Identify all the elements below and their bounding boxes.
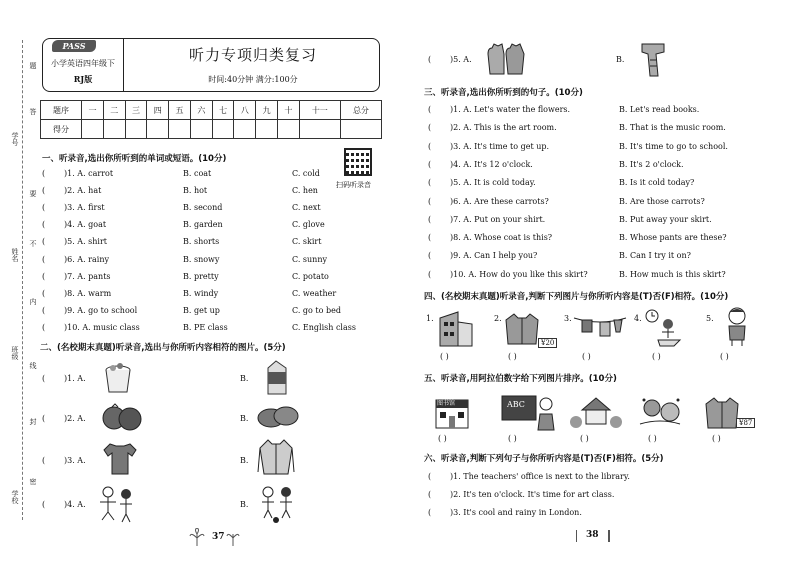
score-blank[interactable] (340, 120, 381, 139)
s2-q4-b: B. (240, 500, 249, 509)
score-cell: 八 (234, 101, 256, 120)
section2-title: 二、(名校期末真题)听录音,选出与你所听内容相符的图片。(5分) (40, 343, 286, 353)
s4-num: 5. (706, 314, 714, 323)
footer-bar (608, 530, 610, 542)
s5-answer-blank[interactable]: ( ) (580, 434, 589, 443)
price-tag: ¥20 (538, 338, 557, 348)
s1-option-a: )1. A. carrot (64, 169, 114, 178)
laundry-line-icon[interactable] (572, 312, 628, 344)
score-blank[interactable] (234, 120, 256, 139)
s1-option-a: )6. A. rainy (64, 254, 109, 264)
header-meta: 时间:40分钟 满分:100分 (208, 75, 298, 84)
s3-option-a: )10. A. How do you like this skirt? (450, 269, 588, 279)
score-cell: 得分 (41, 120, 82, 139)
r-q5: )5. A. (450, 55, 472, 64)
score-table (40, 100, 382, 139)
s4-answer-blank[interactable]: ( ) (582, 352, 591, 361)
score-cell: 九 (256, 101, 278, 120)
page-number-left: 37 (212, 532, 225, 542)
blackboard-text: ABC (507, 400, 525, 409)
s1-option-a: )4. A. goat (64, 220, 107, 230)
s5-answer-blank[interactable]: ( ) (648, 434, 657, 443)
house-garden-icon[interactable] (568, 394, 624, 430)
price-tag: ¥87 (736, 418, 755, 428)
score-blank[interactable] (82, 120, 104, 139)
s5-answer-blank[interactable]: ( ) (438, 434, 447, 443)
s2-q4: )4. A. (64, 500, 86, 509)
score-blank[interactable] (169, 120, 191, 139)
s1-option-a: )9. A. go to school (64, 305, 138, 315)
score-header-row (41, 101, 382, 120)
answer-paren[interactable]: ( (428, 196, 432, 206)
binding-label-class: 班级 (11, 346, 19, 360)
s3-option-b: B. How much is this skirt? (619, 269, 726, 279)
s1-option-b: B. garden (183, 220, 223, 230)
header-subtitle: 小学英语四年级下 (51, 59, 115, 68)
answer-paren[interactable]: ( (42, 203, 46, 213)
s1-option-c: C. go to bed (292, 305, 341, 315)
score-cell: 四 (147, 101, 169, 120)
qr-caption: 扫码听录音 (336, 181, 371, 189)
answer-paren[interactable]: ( (42, 169, 46, 178)
s1-option-b: B. coat (183, 169, 212, 178)
s4-answer-blank[interactable]: ( ) (440, 352, 449, 361)
s1-option-a: )10. A. music class (64, 322, 140, 332)
building-icon[interactable] (436, 308, 476, 348)
s2-q1: )1. A. (64, 374, 86, 383)
page-title: 听力专项归类复习 (188, 46, 317, 64)
score-cell: 一 (82, 101, 104, 120)
s6-item: )1. The teachers' office is next to the library. (450, 472, 630, 481)
s1-option-c: C. cold (292, 169, 320, 178)
s4-answer-blank[interactable]: ( ) (508, 352, 517, 361)
qr-code-icon[interactable] (344, 148, 372, 176)
score-blank[interactable] (299, 120, 340, 139)
s3-option-b: B. It's 2 o'clock. (619, 159, 684, 169)
answer-paren[interactable]: ( (428, 105, 432, 114)
milk-carton-icon[interactable] (262, 358, 292, 396)
score-cell: 十一 (299, 101, 340, 120)
binding-label: 线 (29, 362, 37, 369)
answer-paren[interactable]: ( (42, 220, 46, 230)
binding-label-name: 姓名 (11, 248, 19, 262)
s3-option-b: B. Put away your skirt. (619, 214, 712, 224)
teacher-blackboard-icon[interactable] (500, 392, 556, 432)
s3-option-a: )3. A. It's time to get up. (450, 141, 550, 151)
s3-option-b: B. Are those carrots? (619, 196, 705, 206)
s5-answer-blank[interactable]: ( ) (508, 434, 517, 443)
section5-title: 五、听录音,用阿拉伯数字给下列图片排序。(10分) (424, 374, 617, 384)
jacket-icon[interactable] (502, 310, 542, 346)
score-cell: 六 (190, 101, 212, 120)
s1-option-b: B. hot (183, 186, 208, 196)
basket-icon[interactable] (100, 360, 136, 396)
answer-paren[interactable]: ( (428, 159, 432, 169)
score-blank[interactable] (212, 120, 234, 139)
s1-option-a: )3. A. first (64, 203, 105, 213)
kids-football-icon[interactable] (256, 484, 300, 524)
s1-option-b: B. second (183, 203, 223, 213)
binding-label: 要 (29, 190, 37, 197)
s3-option-b: B. That is the music room. (619, 123, 726, 133)
s1-option-c: C. potato (292, 271, 329, 281)
score-blank[interactable] (278, 120, 300, 139)
score-value-row (41, 120, 382, 139)
binding-line (22, 40, 23, 520)
s2-q2: )2. A. (64, 414, 86, 423)
s1-option-b: B. shorts (183, 237, 220, 247)
answer-paren[interactable]: ( (42, 322, 46, 332)
s3-option-b: B. Can I try it on? (619, 251, 691, 261)
s6-item: )2. It's ten o'clock. It's time for art class. (450, 490, 615, 499)
s1-option-c: C. next (292, 203, 321, 213)
binding-label: 不 (29, 240, 37, 247)
s4-num: 1. (426, 314, 434, 323)
s3-option-a: )9. A. Can I help you? (450, 251, 538, 261)
s1-option-b: B. get up (183, 305, 220, 315)
answer-paren[interactable]: ( (42, 254, 46, 264)
s1-option-b: B. windy (183, 288, 219, 298)
s3-option-b: B. Let's read books. (619, 105, 700, 114)
s1-option-b: B. PE class (183, 322, 228, 332)
binding-label: 内 (29, 298, 37, 305)
boy-icon[interactable] (720, 306, 754, 348)
answer-paren[interactable]: ( (428, 214, 432, 224)
score-blank[interactable] (256, 120, 278, 139)
s1-option-b: B. pretty (183, 271, 219, 281)
library-sign: 图书馆 (437, 400, 456, 407)
answer-paren[interactable]: ( (42, 288, 46, 298)
s1-option-c: C. skirt (292, 237, 322, 247)
answer-paren[interactable]: ( (42, 305, 46, 315)
gloves-icon[interactable] (484, 40, 528, 76)
binding-label: 答 (29, 108, 37, 115)
answer-paren[interactable]: ( (428, 269, 432, 279)
s6-item: )3. It's cool and rainy in London. (450, 508, 582, 517)
binding-label-student-id: 学号 (11, 132, 19, 146)
s3-option-a: )1. A. Let's water the flowers. (450, 105, 571, 114)
s4-answer-blank[interactable]: ( ) (720, 352, 729, 361)
s3-option-a: )7. A. Put on your shirt. (450, 214, 546, 224)
s3-option-a: )8. A. Whose coat is this? (450, 233, 553, 243)
plant-icon (226, 528, 240, 548)
s2-q3-b: B. (240, 456, 249, 465)
binding-label-school: 学校 (11, 490, 19, 504)
s2-q3: )3. A. (64, 456, 86, 465)
page-number-right: 38 (586, 530, 599, 540)
r-q5-b: B. (616, 55, 625, 64)
s3-option-a: )6. A. Are these carrots? (450, 196, 549, 206)
section4-title: 四、(名校期末真题)听录音,判断下列图片与你所听内容是(T)否(F)相符。(10分) (424, 292, 729, 302)
s2-q1-b: B. (240, 374, 249, 383)
pass-badge: PASS (52, 40, 96, 52)
s4-num: 2. (494, 314, 502, 323)
section6-title: 六、听录音,判断下列句子与你所听内容是(T)否(F)相符。(5分) (424, 454, 664, 464)
answer-paren[interactable]: ( (428, 178, 432, 188)
s1-option-a: )8. A. warm (64, 288, 112, 298)
scarf-icon[interactable] (636, 40, 670, 78)
tshirt-icon[interactable] (100, 440, 140, 476)
answer-paren[interactable]: ( (428, 251, 432, 261)
binding-label: 题 (29, 62, 37, 69)
potatoes-icon[interactable] (256, 400, 300, 430)
s1-option-c: C. English class (292, 322, 356, 332)
s4-num: 4. (634, 314, 642, 323)
score-blank[interactable] (103, 120, 125, 139)
answer-paren[interactable]: ( (42, 237, 46, 247)
s5-answer-blank[interactable]: ( ) (712, 434, 721, 443)
s1-option-c: C. glove (292, 220, 325, 230)
s4-answer-blank[interactable]: ( ) (652, 352, 661, 361)
answer-paren[interactable]: ( (428, 123, 432, 133)
s3-option-a: )5. A. It is cold today. (450, 178, 536, 188)
plant-icon (188, 528, 206, 548)
score-cell: 五 (169, 101, 191, 120)
score-cell: 总分 (340, 101, 381, 120)
shirt-icon[interactable] (256, 436, 296, 478)
score-blank[interactable] (147, 120, 169, 139)
snowy-scene-icon[interactable] (636, 394, 684, 430)
score-cell: 题序 (41, 101, 82, 120)
section3-title: 三、听录音,选出你所听到的句子。(10分) (424, 88, 583, 98)
score-blank[interactable] (125, 120, 147, 139)
s4-num: 3. (564, 314, 572, 323)
section1-title: 一、听录音,选出你所听到的单词或短语。(10分) (42, 154, 227, 164)
s1-option-c: C. hen (292, 186, 318, 196)
score-cell: 七 (212, 101, 234, 120)
kids-dancing-icon[interactable] (96, 484, 138, 524)
s3-option-a: )2. A. This is the art room. (450, 123, 557, 133)
header-edition: RJ版 (73, 74, 93, 84)
score-cell: 二 (103, 101, 125, 120)
s1-option-c: C. weather (292, 288, 337, 298)
s3-option-b: B. Whose pants are these? (619, 233, 727, 243)
s1-option-c: C. sunny (292, 254, 328, 264)
score-cell: 三 (125, 101, 147, 120)
s1-option-a: )5. A. shirt (64, 237, 108, 247)
answer-paren[interactable]: ( (42, 186, 46, 196)
s1-option-a: )7. A. pants (64, 271, 111, 281)
s1-option-b: B. snowy (183, 254, 220, 264)
s2-q2-b: B. (240, 414, 249, 423)
score-blank[interactable] (190, 120, 212, 139)
binding-label: 密 (29, 478, 37, 485)
score-cell: 十 (278, 101, 300, 120)
answer-paren[interactable]: ( (428, 141, 432, 151)
binding-label: 封 (29, 418, 37, 425)
s3-option-b: B. Is it cold today? (619, 178, 695, 188)
boy-clock-icon[interactable] (644, 308, 684, 348)
s3-option-a: )4. A. It's 12 o'clock. (450, 159, 533, 169)
s1-option-a: )2. A. hat (64, 186, 102, 196)
answer-paren[interactable]: ( (42, 271, 46, 281)
tomatoes-icon[interactable] (100, 400, 144, 432)
footer-bar (576, 530, 577, 542)
answer-paren[interactable]: ( (428, 233, 432, 243)
s3-option-b: B. It's time to go to school. (619, 141, 728, 151)
